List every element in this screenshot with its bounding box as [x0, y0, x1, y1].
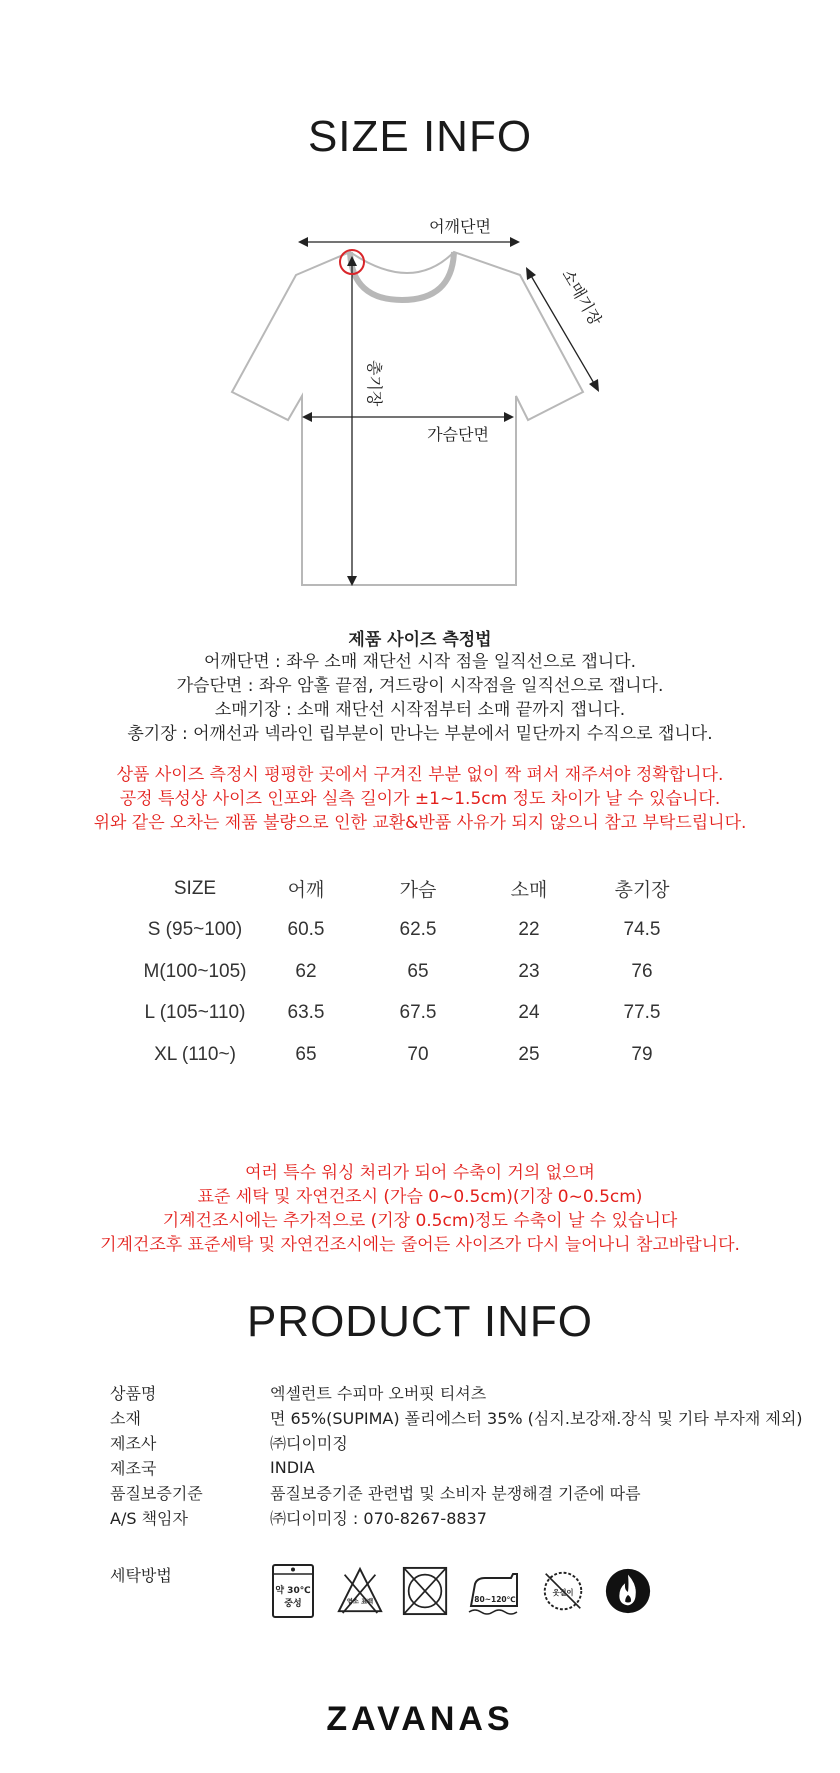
svg-text:80~120℃: 80~120℃ [474, 1595, 516, 1604]
size-info-title: SIZE INFO [307, 112, 533, 161]
measure-line: 가슴단면 : 좌우 암홀 끝점, 겨드랑이 시작점을 일직선으로 잽니다. [176, 676, 664, 696]
table-header: SIZE [173, 877, 217, 899]
size-notice [0, 763, 840, 835]
table-cell: 74.5 [623, 919, 661, 941]
iron-icon [465, 1562, 523, 1620]
table-cell: 24 [518, 1002, 540, 1024]
info-value: ㈜디이미징 [270, 1434, 348, 1453]
table-row [140, 1034, 700, 1076]
wash-notice-line: 여러 특수 워싱 처리가 되어 수축이 거의 없으며 [245, 1163, 595, 1183]
table-cell: 65 [407, 960, 429, 982]
svg-text:중성: 중성 [284, 1599, 302, 1609]
info-value: 엑셀런트 수피마 오버핏 티셔츠 [270, 1384, 487, 1403]
list-item [110, 1405, 803, 1430]
table-header-row [140, 868, 700, 910]
table-cell: L (105~110) [144, 1002, 246, 1024]
table-row [140, 910, 700, 952]
table-cell: XL (110~) [154, 1043, 236, 1065]
table-cell: 60.5 [287, 919, 325, 941]
table-header: 어깨 [287, 880, 325, 902]
list-item [110, 1455, 803, 1480]
table-header: 가슴 [399, 880, 437, 902]
table-header: 소매 [510, 880, 548, 902]
list-item [110, 1380, 803, 1405]
notice-line: 공정 특성상 사이즈 인포와 실측 길이가 ±1~1.5cm 정도 차이가 날 수 있습니다. [119, 789, 721, 809]
table-cell: 76 [631, 960, 653, 982]
measure-line: 어깨단면 : 좌우 소매 재단선 시작 점을 일직선으로 잽니다. [203, 652, 637, 672]
list-item [110, 1480, 803, 1505]
table-cell: 77.5 [623, 1002, 661, 1024]
measure-method [0, 625, 840, 746]
measure-line: 소매기장 : 소매 재단선 시작점부터 소매 끝까지 잽니다. [214, 700, 626, 720]
size-table [140, 868, 700, 1076]
measure-heading: 제품 사이즈 측정법 [348, 630, 492, 650]
wash-notice-line: 표준 세탁 및 자연건조시 (가슴 0~0.5cm)(기장 0~0.5cm) [197, 1187, 643, 1207]
info-value: ㈜디이미징 : 070-8267-8837 [270, 1509, 487, 1528]
table-row [140, 993, 700, 1035]
info-key: 소재 [110, 1409, 141, 1428]
svg-text:웃걸이: 웃걸이 [552, 1587, 574, 1597]
info-key: 제조국 [110, 1459, 157, 1478]
notice-line: 상품 사이즈 측정시 평평한 곳에서 구겨진 부분 없이 짝 펴서 재주셔야 정확합니다. [116, 765, 724, 785]
no-bleach-icon [335, 1562, 385, 1620]
table-cell: M(100~105) [143, 960, 247, 982]
measure-line: 총기장 : 어깨선과 넥라인 립부분이 만나는 부분에서 밑단까지 수직으로 잽니다. [127, 724, 713, 744]
table-cell: 65 [295, 1043, 317, 1065]
shoulder-label: 어깨단면 [429, 217, 491, 236]
info-value: 면 65%(SUPIMA) 폴리에스터 35% (심지.보강재.장식 및 기타 부자재 제외) [270, 1409, 803, 1428]
info-key: 상품명 [110, 1384, 157, 1403]
list-item [110, 1505, 803, 1530]
info-key: A/S 책임자 [110, 1509, 188, 1528]
table-row [140, 951, 700, 993]
info-value: 품질보증기준 관련법 및 소비자 분쟁해결 기준에 따름 [270, 1484, 641, 1503]
svg-text:염소 표백: 염소 표백 [346, 1598, 374, 1606]
table-cell: 23 [518, 960, 540, 982]
wash-method-label: 세탁방법 [110, 1566, 172, 1585]
table-cell: 62.5 [399, 919, 437, 941]
dry-hanger-icon [538, 1562, 588, 1620]
brand-logo: ZAVANAS [326, 1700, 514, 1738]
table-cell: 22 [518, 919, 540, 941]
chest-label: 가슴단면 [427, 425, 489, 444]
info-key: 품질보증기준 [110, 1484, 203, 1503]
table-cell: 70 [407, 1043, 429, 1065]
wash-icons [270, 1562, 653, 1620]
table-cell: 62 [295, 960, 317, 982]
svg-text:약 30℃: 약 30℃ [275, 1586, 311, 1596]
info-key: 제조사 [110, 1434, 157, 1453]
sleeve-label: 소매기장 [558, 265, 606, 329]
product-info-list [110, 1380, 803, 1530]
wash-notice-line: 기계건조시에는 추가적으로 (기장 0.5cm)정도 수축이 날 수 있습니다 [162, 1211, 678, 1231]
table-cell: 25 [518, 1043, 540, 1065]
list-item [110, 1430, 803, 1455]
table-cell: 63.5 [287, 1002, 325, 1024]
info-value: INDIA [270, 1458, 315, 1477]
table-cell: 79 [631, 1043, 653, 1065]
length-label: 총기장 [365, 360, 384, 407]
wash-30-icon [270, 1562, 320, 1620]
table-cell: S (95~100) [147, 919, 243, 941]
no-fire-icon [603, 1562, 653, 1620]
table-header: 총기장 [614, 880, 670, 902]
no-tumble-dry-icon [400, 1562, 450, 1620]
product-info-title: PRODUCT INFO [246, 1297, 594, 1346]
notice-line: 위와 같은 오차는 제품 불량으로 인한 교환&반품 사유가 되지 않으니 참고 부탁드립니다. [93, 813, 747, 833]
tshirt-diagram [0, 200, 840, 600]
table-cell: 67.5 [399, 1002, 437, 1024]
wash-notice-line: 기계건조후 표준세탁 및 자연건조시에는 줄어든 사이즈가 다시 늘어나니 참고바랍니다. [100, 1235, 740, 1255]
wash-notice [0, 1161, 840, 1257]
